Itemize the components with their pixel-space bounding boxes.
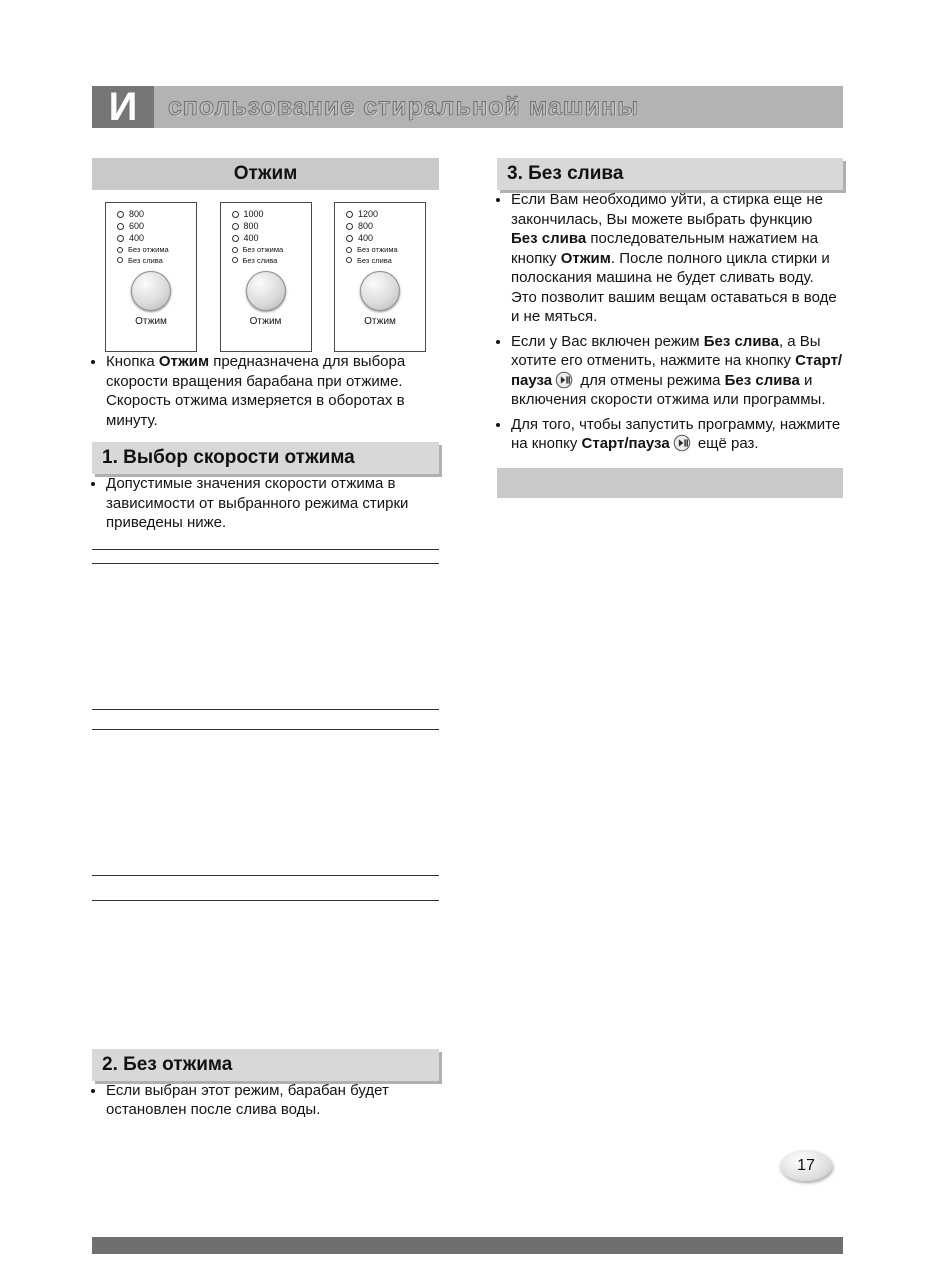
spin-option-label: 1200	[358, 209, 379, 219]
section3-paragraph-1: • Если Вам необходимо уйти, а стирка еще не закончилась, Вы можете выбрать функцию Без слива последовательным нажатием на кнопку Отжим. После полного цикла стирки и полоскания машина не будет сливать воду. Это позволит вашим вещам оставаться в воде и не мяться.	[511, 190, 843, 327]
radio-indicator-icon	[117, 211, 124, 218]
spin-knob-label: Отжим	[249, 316, 282, 327]
radio-indicator-icon	[117, 257, 123, 263]
section2-text: • Если выбран этот режим, барабан будет остановлен после слива воды.	[106, 1081, 439, 1120]
spin-panel-2	[220, 202, 312, 352]
spin-knob-button	[246, 271, 286, 311]
section3-paragraph-3: • Для того, чтобы запустить программу, нажмите на кнопку Старт/пауза ещё раз.	[511, 415, 843, 454]
spin-option	[335, 234, 425, 243]
spin-option-label: Без отжима	[128, 245, 169, 254]
footer-bar	[92, 1237, 843, 1254]
control-panel-illustrations	[92, 202, 439, 352]
table-rule	[92, 900, 439, 901]
manual-page	[92, 0, 843, 1125]
radio-indicator-icon	[346, 211, 353, 218]
spin-option-label: 800	[129, 209, 145, 219]
spin-option	[335, 257, 425, 265]
spin-option	[335, 246, 425, 254]
spin-option	[221, 222, 311, 231]
radio-indicator-icon	[232, 223, 239, 230]
radio-indicator-icon	[346, 247, 352, 253]
radio-indicator-icon	[232, 235, 239, 242]
spin-option	[335, 222, 425, 231]
page-header-banner	[92, 86, 843, 128]
spin-option-label: 400	[243, 233, 259, 243]
page-title: спользование стиральной машины	[168, 92, 640, 121]
page-number-badge	[780, 1150, 832, 1181]
radio-indicator-icon	[117, 235, 124, 242]
empty-gray-bar	[497, 468, 843, 498]
spin-option-label: 400	[129, 233, 145, 243]
radio-indicator-icon	[346, 257, 352, 263]
page-number: 17	[797, 1156, 815, 1174]
radio-indicator-icon	[232, 257, 238, 263]
spin-intro-list	[92, 352, 439, 430]
radio-indicator-icon	[232, 247, 238, 253]
spin-panel-3	[334, 202, 426, 352]
spin-knob-button	[360, 271, 400, 311]
spin-panel-1	[105, 202, 197, 352]
section2-header: 2. Без отжима	[92, 1049, 439, 1081]
radio-indicator-icon	[346, 223, 353, 230]
table-rule	[92, 729, 439, 730]
table-rule	[92, 709, 439, 710]
spin-intro-text: • Кнопка Отжим предназначена для выбора скорости вращения барабана при отжиме. Скорость отжима измеряется в оборотах в минуту.	[106, 352, 439, 430]
spin-option	[106, 257, 196, 265]
spin-option	[106, 210, 196, 219]
spin-option	[335, 210, 425, 219]
spin-option-label: 600	[129, 221, 145, 231]
empty-table-area	[92, 549, 439, 901]
spin-knob-label: Отжим	[135, 316, 167, 327]
radio-indicator-icon	[232, 211, 239, 218]
spin-knob-label: Отжим	[364, 316, 396, 327]
spin-option	[106, 234, 196, 243]
section3-header: 3. Без слива	[497, 158, 843, 190]
spin-option-label: Без отжима	[242, 245, 284, 254]
spin-option	[221, 234, 311, 243]
radio-indicator-icon	[117, 247, 123, 253]
spin-option-label: Без слива	[357, 255, 392, 265]
table-rule	[92, 563, 439, 564]
table-rule	[92, 875, 439, 876]
spin-option-label: Без слива	[128, 255, 163, 265]
spin-option	[221, 257, 311, 265]
spin-option-label: Без слива	[242, 255, 278, 265]
left-column	[92, 158, 439, 1125]
start-pause-icon	[673, 434, 691, 452]
spin-option-label: Без отжима	[357, 245, 398, 254]
section1-header: 1. Выбор скорости отжима	[92, 442, 439, 474]
table-rule	[92, 549, 439, 550]
right-column	[497, 158, 843, 1125]
spin-option-label: 800	[358, 221, 374, 231]
spin-option	[221, 246, 311, 254]
radio-indicator-icon	[346, 235, 353, 242]
spin-section-header: Отжим	[92, 158, 439, 190]
section3-paragraph-2: • Если у Вас включен режим Без слива, а Вы хотите его отменить, нажмите на кнопку Старт/пауза для отмены режима Без слива и включения скорости отжима или программы.	[511, 332, 843, 410]
start-pause-icon	[555, 371, 573, 389]
spin-knob-button	[131, 271, 171, 311]
spin-option-label: 400	[358, 233, 374, 243]
radio-indicator-icon	[117, 223, 124, 230]
section3-list	[497, 190, 843, 454]
header-initial-letter: И	[92, 86, 154, 128]
section1-text: • Допустимые значения скорости отжима в зависимости от выбранного режима стирки приведены ниже.	[106, 474, 439, 533]
spin-option	[106, 246, 196, 254]
spin-option	[106, 222, 196, 231]
section1-list	[92, 474, 439, 533]
section2-list	[92, 1081, 439, 1120]
spin-option-label: 800	[243, 221, 259, 231]
spin-option	[221, 210, 311, 219]
spin-option-label: 1000	[243, 209, 264, 219]
